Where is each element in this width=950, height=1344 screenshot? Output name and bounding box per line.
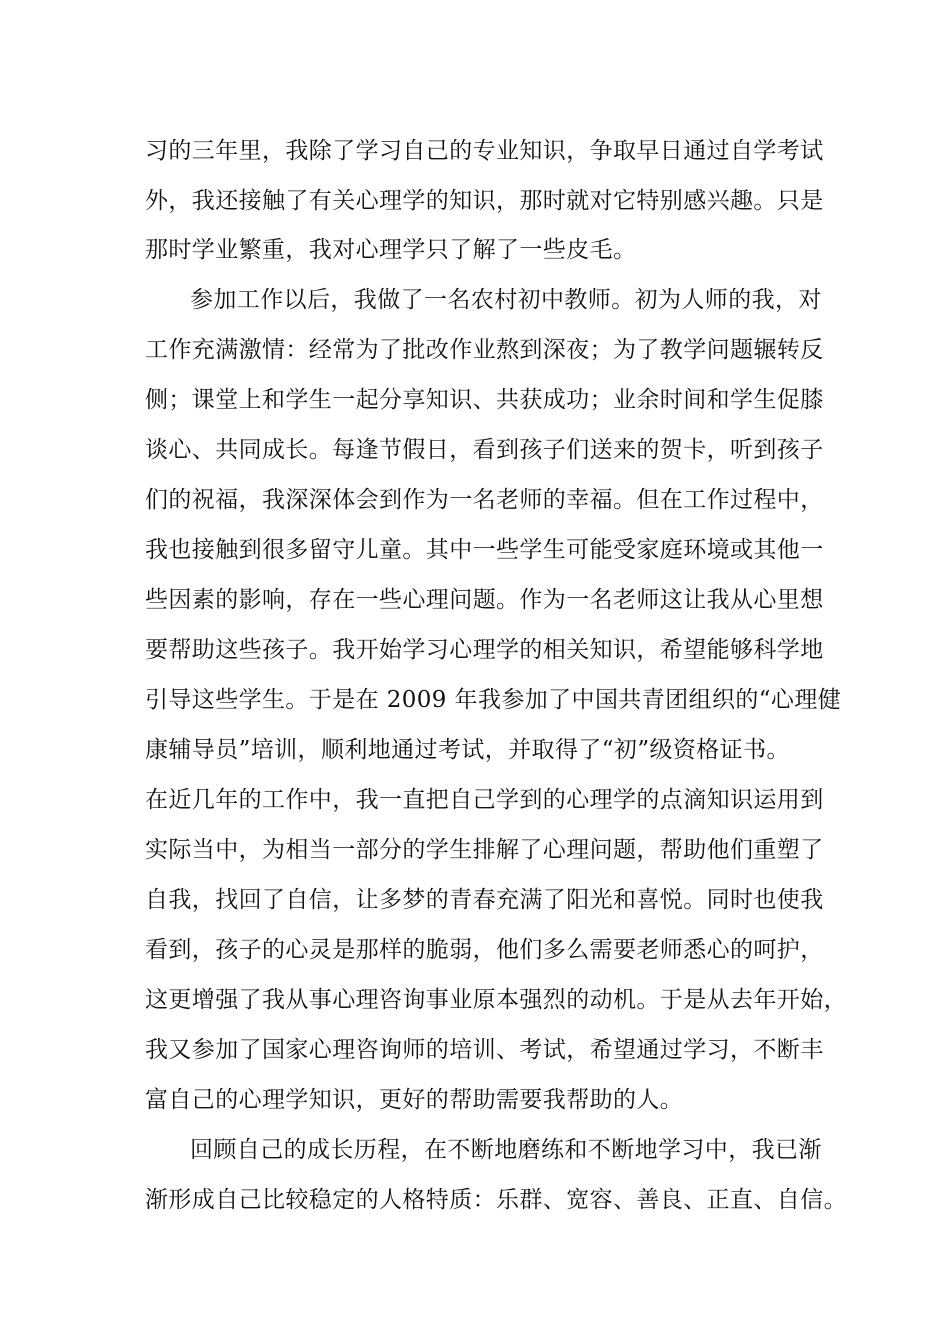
text-line: 外，我还接触了有关心理学的知识，那时就对它特别感兴趣。只是 xyxy=(145,188,824,214)
text-line: 侧；课堂上和学生一起分享知识、共获成功；业余时间和学生促膝 xyxy=(145,387,824,413)
paragraph-first-line: 回顾自己的成长历程，在不断地磨练和不断地学习中，我已渐 xyxy=(190,1137,822,1163)
text-line: 那时学业繁重，我对心理学只了解了一些皮毛。 xyxy=(145,237,637,263)
text-line: 富自己的心理学知识，更好的帮助需要我帮助的人。 xyxy=(145,1087,684,1113)
text-line: 看到，孩子的心灵是那样的脆弱，他们多么需要老师悉心的呵护， xyxy=(145,937,824,963)
text-line: 谈心、共同成长。每逢节假日，看到孩子们送来的贺卡，听到孩子 xyxy=(145,437,824,463)
text-line: 习的三年里，我除了学习自己的专业知识，争取早日通过自学考试 xyxy=(145,138,824,164)
text-line: 实际当中，为相当一部分的学生排解了心理问题，帮助他们重塑了 xyxy=(145,837,824,863)
text-line: 引导这些学生。于是在 2009 年我参加了中国共青团组织的“心理健 xyxy=(145,687,842,713)
text-line: 工作充满激情：经常为了批改作业熬到深夜；为了教学问题辗转反 xyxy=(145,337,824,363)
text-line: 渐形成自己比较稳定的人格特质：乐群、宽容、善良、正直、自信。 xyxy=(145,1187,847,1213)
text-line: 这更增强了我从事心理咨询事业原本强烈的动机。于是从去年开始， xyxy=(145,987,847,1013)
text-line: 我也接触到很多留守儿童。其中一些学生可能受家庭环境或其他一 xyxy=(145,537,824,563)
text-line: 在近几年的工作中，我一直把自己学到的心理学的点滴知识运用到 xyxy=(145,787,824,813)
text-line: 们的祝福，我深深体会到作为一名老师的幸福。但在工作过程中， xyxy=(145,487,824,513)
text-line: 些因素的影响，存在一些心理问题。作为一名老师这让我从心里想 xyxy=(145,587,824,613)
paragraph-first-line: 参加工作以后，我做了一名农村初中教师。初为人师的我，对 xyxy=(190,287,822,313)
text-line: 康辅导员”培训，顺利地通过考试，并取得了“初”级资格证书。 xyxy=(145,737,790,763)
text-line: 自我，找回了自信，让多梦的青春充满了阳光和喜悦。同时也使我 xyxy=(145,887,824,913)
text-line: 要帮助这些孩子。我开始学习心理学的相关知识，希望能够科学地 xyxy=(145,637,824,663)
text-line: 我又参加了国家心理咨询师的培训、考试，希望通过学习，不断丰 xyxy=(145,1037,824,1063)
